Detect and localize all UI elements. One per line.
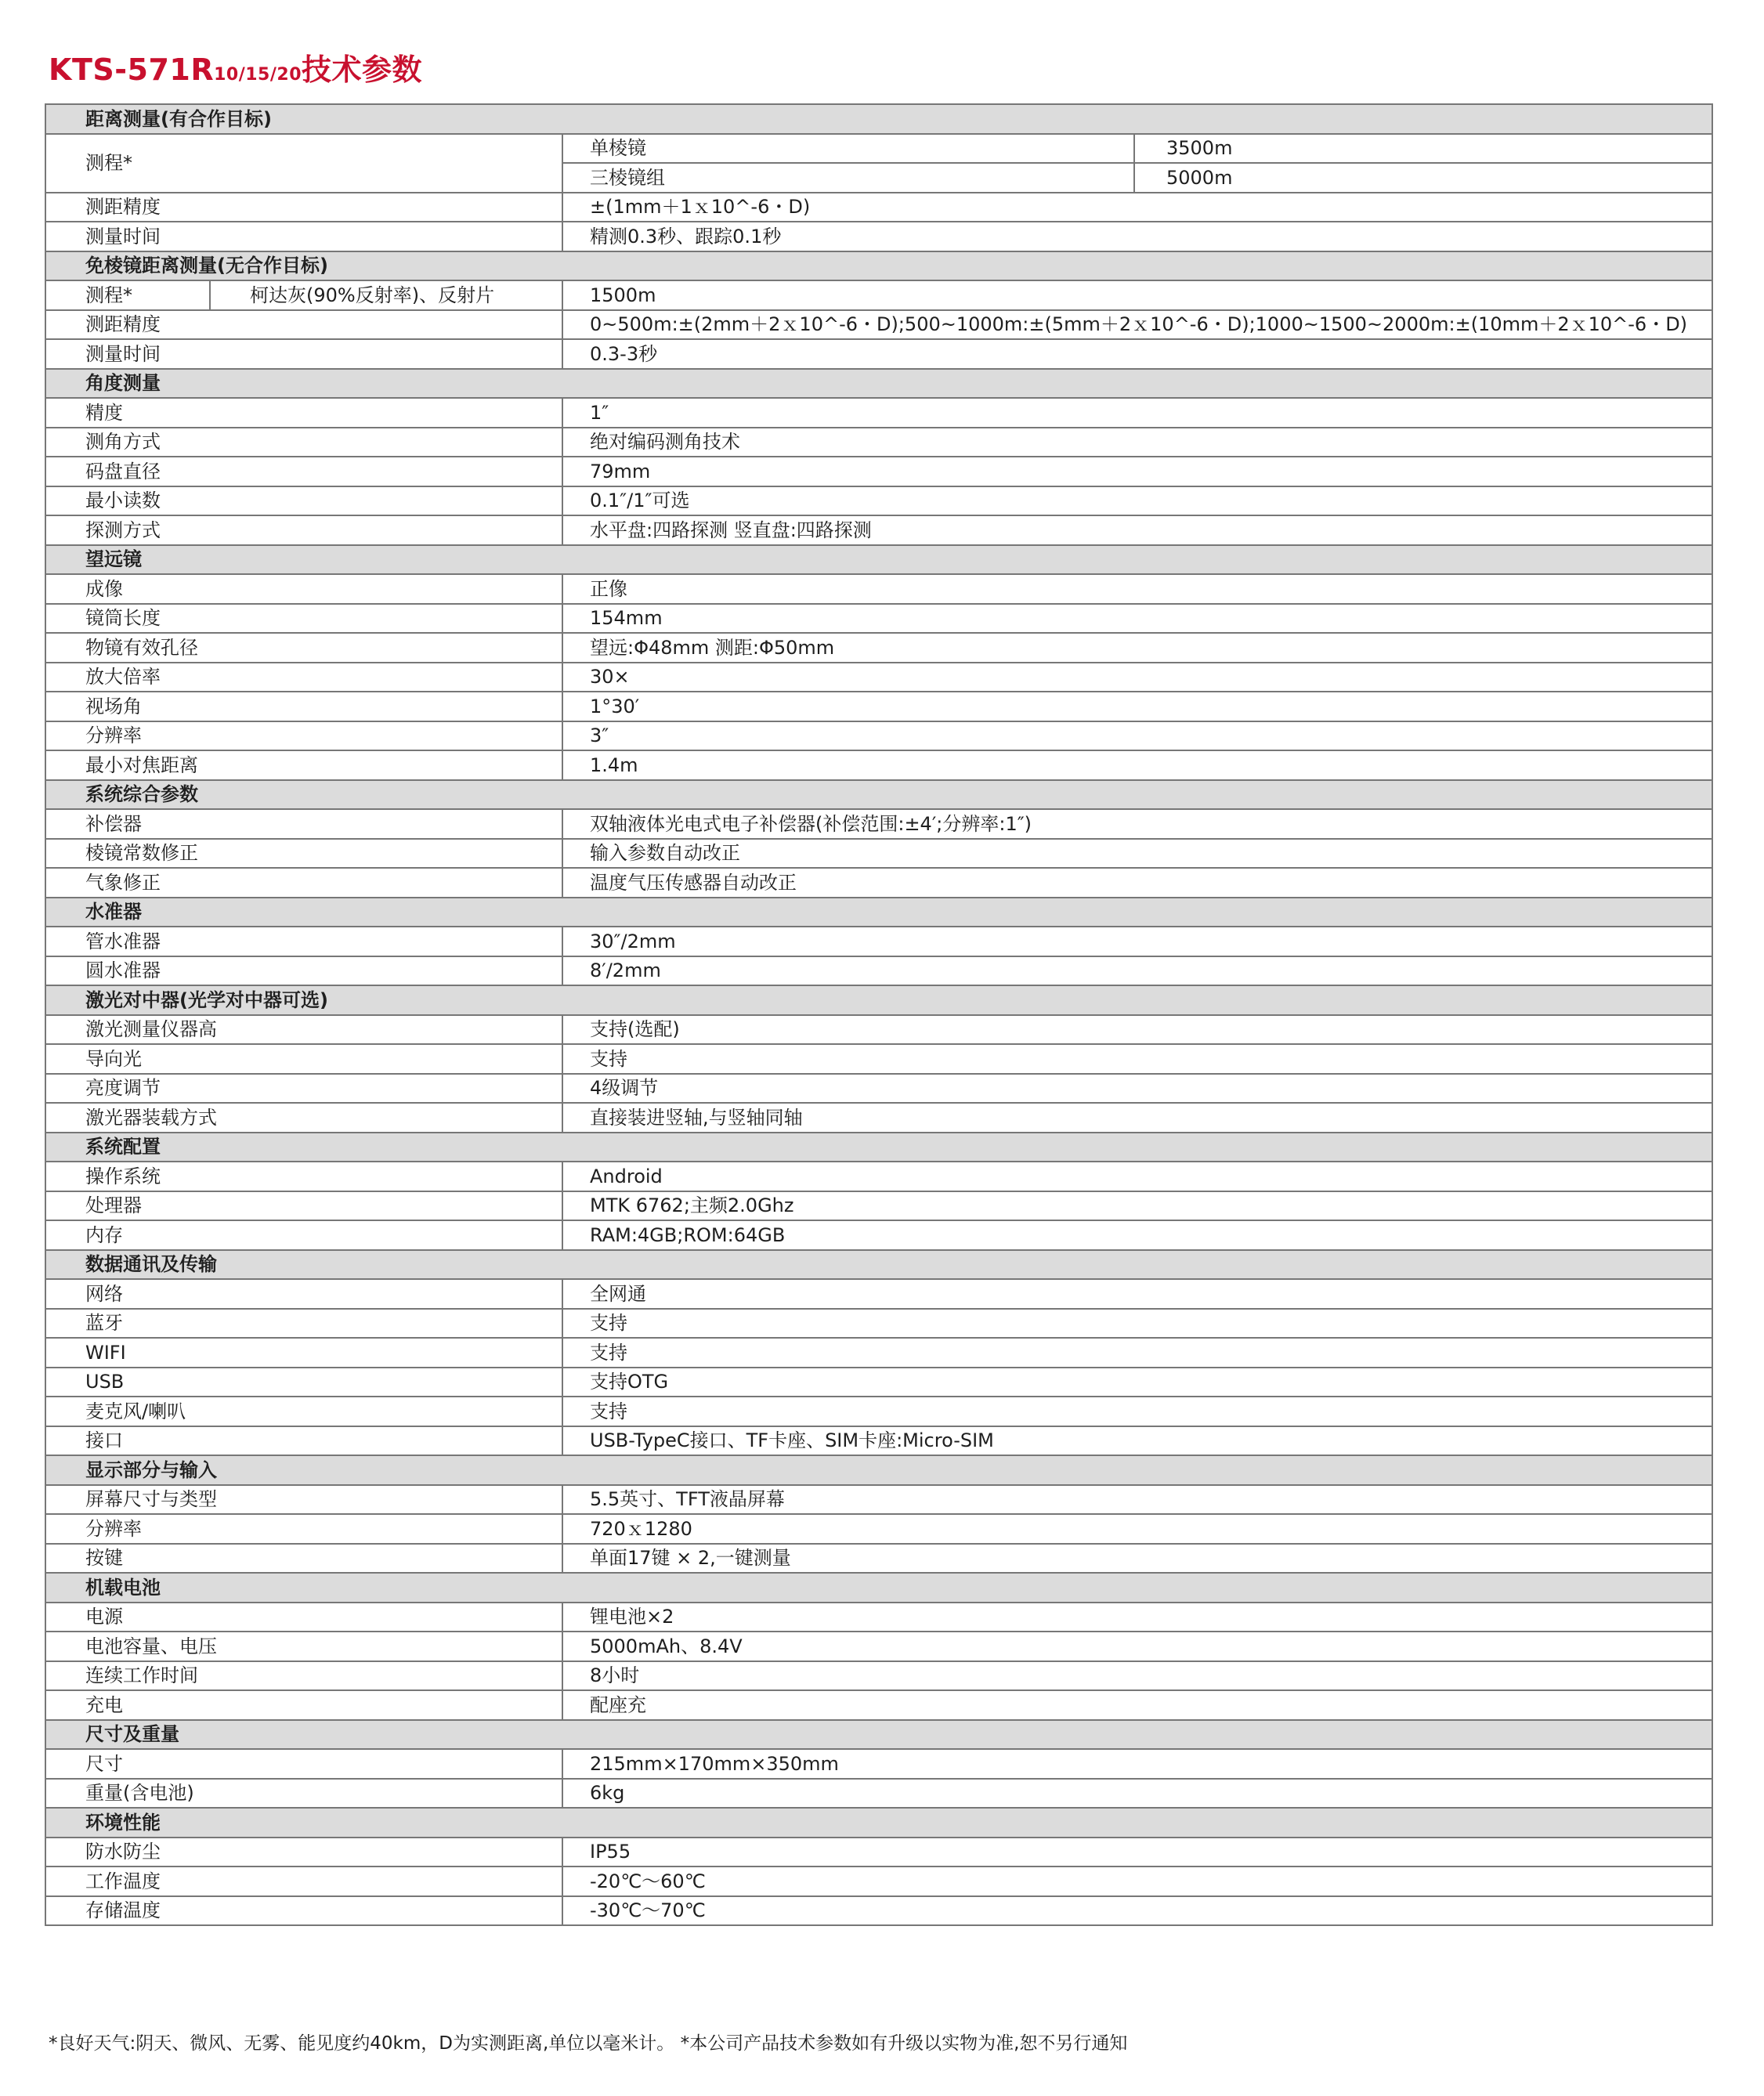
spec-value: 1.4m xyxy=(562,750,1712,780)
spec-value: MTK 6762;主频2.0Ghz xyxy=(562,1191,1712,1221)
spec-value: 3500m xyxy=(1134,134,1712,164)
spec-label: 连续工作时间 xyxy=(45,1661,562,1691)
spec-value: 79mm xyxy=(562,457,1712,486)
section-header xyxy=(45,1720,1712,1750)
spec-value: 1500m xyxy=(562,280,1712,310)
table-row xyxy=(45,1690,1712,1720)
spec-value: 0.3-3秒 xyxy=(562,339,1712,369)
spec-label: 放大倍率 xyxy=(45,663,562,692)
model-variants: 10/15/20 xyxy=(214,65,302,85)
table-row xyxy=(45,574,1712,604)
spec-label: 物镜有效孔径 xyxy=(45,633,562,663)
table-row xyxy=(45,1485,1712,1515)
spec-label: 视场角 xyxy=(45,692,562,721)
table-row xyxy=(45,1397,1712,1426)
spec-label: 尺寸 xyxy=(45,1749,562,1779)
spec-value: 8小时 xyxy=(562,1661,1712,1691)
table-row xyxy=(45,1838,1712,1867)
spec-value: 锂电池×2 xyxy=(562,1603,1712,1632)
spec-label: 操作系统 xyxy=(45,1162,562,1191)
title-suffix: 技术参数 xyxy=(302,52,423,87)
spec-label: 防水防尘 xyxy=(45,1838,562,1867)
spec-label: 内存 xyxy=(45,1220,562,1250)
table-row xyxy=(45,1103,1712,1133)
table-row xyxy=(45,1309,1712,1339)
spec-label: 按键 xyxy=(45,1544,562,1574)
spec-label: 测距精度 xyxy=(45,310,562,340)
spec-label: 码盘直径 xyxy=(45,457,562,486)
table-row xyxy=(45,809,1712,839)
spec-label: 蓝牙 xyxy=(45,1309,562,1339)
spec-value: 全网通 xyxy=(562,1279,1712,1309)
table-row xyxy=(45,721,1712,751)
table-row xyxy=(45,868,1712,898)
spec-value: ±(1mm＋1ｘ10^-6・D) xyxy=(562,193,1712,222)
spec-label: 测角方式 xyxy=(45,428,562,457)
table-row xyxy=(45,280,1712,310)
spec-value: 支持 xyxy=(562,1044,1712,1074)
section-header xyxy=(45,545,1712,575)
spec-label: USB xyxy=(45,1368,562,1397)
spec-label: 圆水准器 xyxy=(45,956,562,986)
table-row xyxy=(45,457,1712,486)
section-title: 显示部分与输入 xyxy=(45,1455,1712,1485)
table-row xyxy=(45,1779,1712,1809)
spec-label: 测程* xyxy=(45,134,562,193)
spec-value: 30× xyxy=(562,663,1712,692)
section-header xyxy=(45,251,1712,281)
spec-label: 充电 xyxy=(45,1690,562,1720)
spec-label: 测距精度 xyxy=(45,193,562,222)
spec-value: 双轴液体光电式电子补偿器(补偿范围:±4′;分辨率:1″) xyxy=(562,809,1712,839)
spec-value: 1°30′ xyxy=(562,692,1712,721)
table-row xyxy=(45,222,1712,251)
spec-sub-label: 三棱镜组 xyxy=(562,163,1134,193)
spec-label: 管水准器 xyxy=(45,927,562,956)
section-header xyxy=(45,1573,1712,1603)
spec-label: 最小对焦距离 xyxy=(45,750,562,780)
table-row xyxy=(45,1220,1712,1250)
section-title: 系统综合参数 xyxy=(45,780,1712,810)
spec-label: 亮度调节 xyxy=(45,1074,562,1104)
spec-value: 支持 xyxy=(562,1338,1712,1368)
spec-value: -30℃～70℃ xyxy=(562,1896,1712,1926)
spec-label: 测程* xyxy=(45,280,210,310)
spec-value: RAM:4GB;ROM:64GB xyxy=(562,1220,1712,1250)
section-title: 水准器 xyxy=(45,898,1712,927)
spec-label: 分辨率 xyxy=(45,721,562,751)
spec-value: 正像 xyxy=(562,574,1712,604)
spec-label: 麦克风/喇叭 xyxy=(45,1397,562,1426)
spec-label: 棱镜常数修正 xyxy=(45,839,562,869)
table-row xyxy=(45,1426,1712,1456)
spec-label: 存储温度 xyxy=(45,1896,562,1926)
table-row xyxy=(45,1544,1712,1574)
section-title: 角度测量 xyxy=(45,369,1712,399)
spec-value: 720ｘ1280 xyxy=(562,1514,1712,1544)
spec-value: -20℃～60℃ xyxy=(562,1867,1712,1896)
footnote: *良好天气:阴天、微风、无雾、能见度约40km，D为实测距离,单位以毫米计。 *本公司产品技术参数如有升级以实物为准,恕不另行通知 xyxy=(49,2033,1128,2054)
spec-value: 支持(选配) xyxy=(562,1015,1712,1045)
spec-value: 望远:Φ48mm 测距:Φ50mm xyxy=(562,633,1712,663)
spec-label: 重量(含电池) xyxy=(45,1779,562,1809)
spec-label: 工作温度 xyxy=(45,1867,562,1896)
spec-label: 接口 xyxy=(45,1426,562,1456)
spec-label: 网络 xyxy=(45,1279,562,1309)
table-row xyxy=(45,1749,1712,1779)
spec-label: WIFI xyxy=(45,1338,562,1368)
section-header xyxy=(45,780,1712,810)
table-row xyxy=(45,1015,1712,1045)
spec-value: 8′/2mm xyxy=(562,956,1712,986)
spec-sub-label: 单棱镜 xyxy=(562,134,1134,164)
spec-value: 配座充 xyxy=(562,1690,1712,1720)
spec-value: 绝对编码测角技术 xyxy=(562,428,1712,457)
table-row xyxy=(45,1368,1712,1397)
spec-value: 154mm xyxy=(562,604,1712,634)
spec-label: 最小读数 xyxy=(45,486,562,516)
section-header xyxy=(45,898,1712,927)
table-row xyxy=(45,310,1712,340)
table-row xyxy=(45,134,1712,164)
section-header xyxy=(45,1250,1712,1280)
spec-table xyxy=(45,103,1713,1926)
spec-value: 支持OTG xyxy=(562,1368,1712,1397)
table-row xyxy=(45,1044,1712,1074)
spec-value: 3″ xyxy=(562,721,1712,751)
section-title: 免棱镜距离测量(无合作目标) xyxy=(45,251,1712,281)
model-name: KTS-571R xyxy=(49,52,215,87)
spec-label: 分辨率 xyxy=(45,1514,562,1544)
table-row xyxy=(45,1338,1712,1368)
section-title: 距离测量(有合作目标) xyxy=(45,104,1712,134)
spec-label: 屏幕尺寸与类型 xyxy=(45,1485,562,1515)
table-row xyxy=(45,339,1712,369)
table-row xyxy=(45,1074,1712,1104)
spec-value: 水平盘:四路探测 竖直盘:四路探测 xyxy=(562,515,1712,545)
section-title: 环境性能 xyxy=(45,1808,1712,1838)
spec-label: 气象修正 xyxy=(45,868,562,898)
table-row xyxy=(45,1661,1712,1691)
spec-value: 单面17键 × 2,一键测量 xyxy=(562,1544,1712,1574)
spec-label: 测量时间 xyxy=(45,222,562,251)
table-row xyxy=(45,663,1712,692)
table-row xyxy=(45,515,1712,545)
table-row xyxy=(45,193,1712,222)
table-row xyxy=(45,1191,1712,1221)
spec-value: USB-TypeC接口、TF卡座、SIM卡座:Micro-SIM xyxy=(562,1426,1712,1456)
spec-value: Android xyxy=(562,1162,1712,1191)
spec-value: 支持 xyxy=(562,1309,1712,1339)
spec-value: 输入参数自动改正 xyxy=(562,839,1712,869)
spec-value: IP55 xyxy=(562,1838,1712,1867)
section-header xyxy=(45,1133,1712,1162)
spec-label: 激光测量仪器高 xyxy=(45,1015,562,1045)
spec-value: 30″/2mm xyxy=(562,927,1712,956)
spec-label: 导向光 xyxy=(45,1044,562,1074)
table-row xyxy=(45,398,1712,428)
section-title: 望远镜 xyxy=(45,545,1712,575)
table-row xyxy=(45,428,1712,457)
section-title: 尺寸及重量 xyxy=(45,1720,1712,1750)
section-header xyxy=(45,104,1712,134)
spec-label: 精度 xyxy=(45,398,562,428)
spec-value: 温度气压传感器自动改正 xyxy=(562,868,1712,898)
table-row xyxy=(45,1632,1712,1661)
table-row xyxy=(45,1867,1712,1896)
section-header xyxy=(45,1808,1712,1838)
section-header xyxy=(45,985,1712,1015)
table-row xyxy=(45,1603,1712,1632)
spec-label: 成像 xyxy=(45,574,562,604)
spec-value: 精测0.3秒、跟踪0.1秒 xyxy=(562,222,1712,251)
table-row xyxy=(45,839,1712,869)
spec-value: 4级调节 xyxy=(562,1074,1712,1104)
section-title: 数据通讯及传输 xyxy=(45,1250,1712,1280)
spec-value: 1″ xyxy=(562,398,1712,428)
spec-value: 支持 xyxy=(562,1397,1712,1426)
section-header xyxy=(45,369,1712,399)
spec-label: 测量时间 xyxy=(45,339,562,369)
table-row xyxy=(45,1514,1712,1544)
spec-label: 电源 xyxy=(45,1603,562,1632)
spec-value: 5000m xyxy=(1134,163,1712,193)
section-title: 激光对中器(光学对中器可选) xyxy=(45,985,1712,1015)
table-row xyxy=(45,1279,1712,1309)
section-title: 机载电池 xyxy=(45,1573,1712,1603)
table-row xyxy=(45,692,1712,721)
spec-value: 5.5英寸、TFT液晶屏幕 xyxy=(562,1485,1712,1515)
section-title: 系统配置 xyxy=(45,1133,1712,1162)
table-row xyxy=(45,1896,1712,1926)
table-row xyxy=(45,750,1712,780)
spec-label: 处理器 xyxy=(45,1191,562,1221)
spec-value: 6kg xyxy=(562,1779,1712,1809)
spec-label: 激光器装载方式 xyxy=(45,1103,562,1133)
spec-label: 镜筒长度 xyxy=(45,604,562,634)
spec-condition: 柯达灰(90%反射率)、反射片 xyxy=(210,280,562,310)
spec-value: 215mm×170mm×350mm xyxy=(562,1749,1712,1779)
table-row xyxy=(45,1162,1712,1191)
table-row xyxy=(45,633,1712,663)
table-row xyxy=(45,956,1712,986)
spec-value: 5000mAh、8.4V xyxy=(562,1632,1712,1661)
table-row xyxy=(45,604,1712,634)
section-header xyxy=(45,1455,1712,1485)
spec-value: 0~500m:±(2mm＋2ｘ10^-6・D);500~1000m:±(5mm＋2ｘ10^-6・D);1000~1500~2000m:±(10mm＋2ｘ10^-6・D) xyxy=(562,310,1712,340)
spec-value: 直接装进竖轴,与竖轴同轴 xyxy=(562,1103,1712,1133)
page-title xyxy=(49,45,422,89)
spec-value: 0.1″/1″可选 xyxy=(562,486,1712,516)
spec-label: 补偿器 xyxy=(45,809,562,839)
spec-label: 探测方式 xyxy=(45,515,562,545)
table-row xyxy=(45,486,1712,516)
table-row xyxy=(45,927,1712,956)
spec-label: 电池容量、电压 xyxy=(45,1632,562,1661)
